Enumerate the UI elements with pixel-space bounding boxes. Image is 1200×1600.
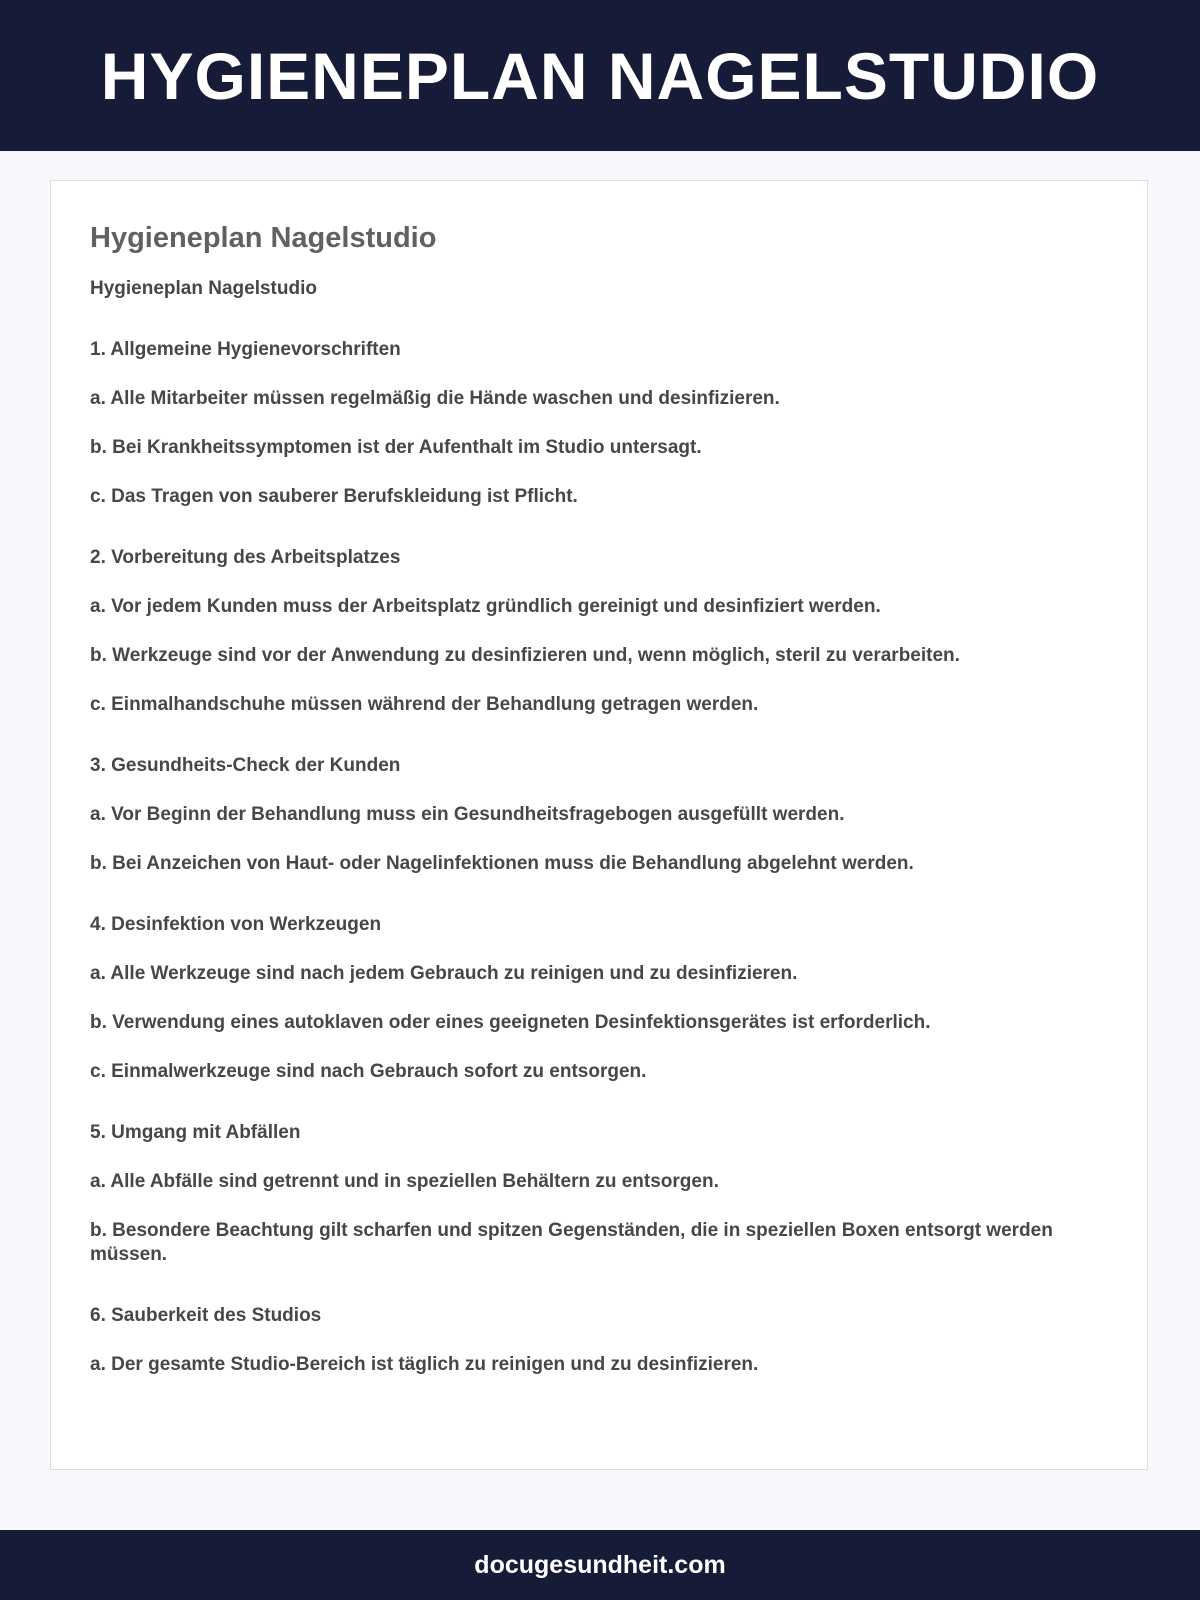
- banner-title: HYGIENEPLAN NAGELSTUDIO: [100, 38, 1100, 113]
- section-6: [90, 1304, 1108, 1377]
- section-heading: 4. Desinfektion von Werkzeugen: [90, 914, 382, 935]
- footer-site: docugesundheit.com: [474, 1550, 726, 1579]
- section-item: c. Einmalhandschuhe müssen während der Behandlung getragen werden.: [90, 694, 759, 715]
- section-item: b. Bei Krankheitssymptomen ist der Aufenthalt im Studio untersagt.: [90, 437, 702, 458]
- section-1: [90, 338, 1108, 509]
- footer-bar: [0, 1530, 1200, 1600]
- section-3: [90, 754, 1108, 876]
- document-title: Hygieneplan Nagelstudio: [90, 222, 437, 254]
- section-item: a. Alle Werkzeuge sind nach jedem Gebrauch zu reinigen und zu desinfizieren.: [90, 963, 798, 984]
- section-item: b. Besondere Beachtung gilt scharfen und spitzen Gegenständen, die in speziellen Boxen entsorgt werden müssen.: [90, 1220, 1053, 1265]
- section-2: [90, 546, 1108, 717]
- section-item: c. Einmalwerkzeuge sind nach Gebrauch sofort zu entsorgen.: [90, 1061, 647, 1082]
- document-subtitle: Hygieneplan Nagelstudio: [90, 278, 317, 299]
- section-item: b. Bei Anzeichen von Haut- oder Nagelinfektionen muss die Behandlung abgelehnt werden.: [90, 853, 914, 874]
- section-5: [90, 1121, 1108, 1267]
- top-banner: [0, 0, 1200, 151]
- section-4: [90, 913, 1108, 1084]
- section-item: b. Verwendung eines autoklaven oder eines geeigneten Desinfektionsgerätes ist erforderlich.: [90, 1012, 931, 1033]
- section-heading: 3. Gesundheits-Check der Kunden: [90, 755, 401, 776]
- section-item: a. Alle Mitarbeiter müssen regelmäßig die Hände waschen und desinfizieren.: [90, 388, 780, 409]
- section-heading: 1. Allgemeine Hygienevorschriften: [90, 339, 401, 360]
- section-item: a. Alle Abfälle sind getrennt und in speziellen Behältern zu entsorgen.: [90, 1171, 719, 1192]
- section-item: a. Der gesamte Studio-Bereich ist täglich zu reinigen und zu desinfizieren.: [90, 1354, 759, 1375]
- section-item: b. Werkzeuge sind vor der Anwendung zu desinfizieren und, wenn möglich, steril zu verarbeiten.: [90, 645, 960, 666]
- section-heading: 2. Vorbereitung des Arbeitsplatzes: [90, 547, 401, 568]
- section-heading: 6. Sauberkeit des Studios: [90, 1305, 322, 1326]
- section-item: c. Das Tragen von sauberer Berufskleidung ist Pflicht.: [90, 486, 578, 507]
- document-card: [50, 180, 1148, 1470]
- section-item: a. Vor jedem Kunden muss der Arbeitsplatz gründlich gereinigt und desinfiziert werden.: [90, 596, 881, 617]
- section-heading: 5. Umgang mit Abfällen: [90, 1122, 301, 1143]
- section-item: a. Vor Beginn der Behandlung muss ein Gesundheitsfragebogen ausgefüllt werden.: [90, 804, 845, 825]
